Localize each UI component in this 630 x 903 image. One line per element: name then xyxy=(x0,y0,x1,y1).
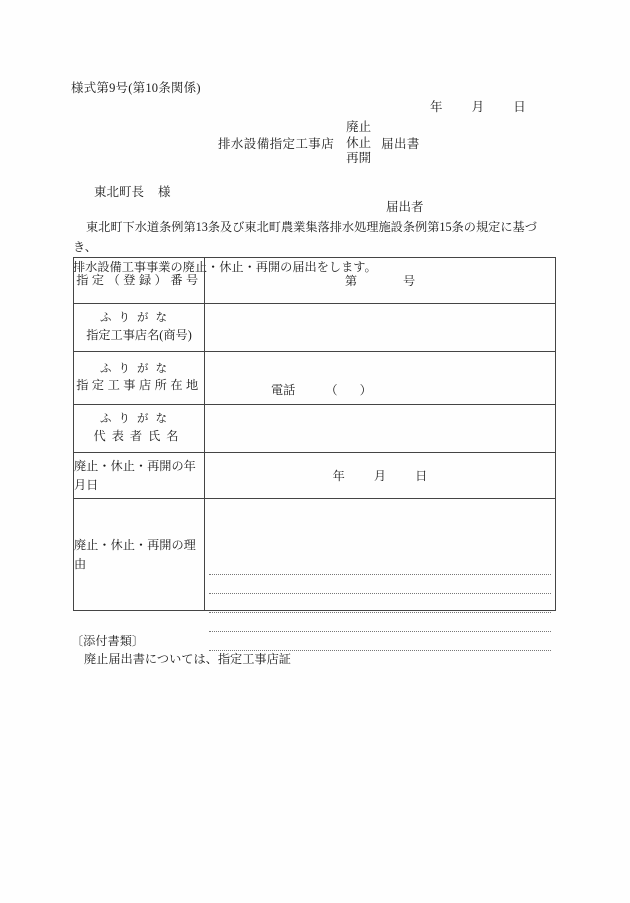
attachments-heading: 〔添付書類〕 xyxy=(71,634,145,648)
title-tail-text: 届出書 xyxy=(381,137,420,152)
notification-form-table xyxy=(73,257,556,611)
value-effective-date[interactable] xyxy=(205,453,556,499)
label-shop-name xyxy=(74,304,205,352)
value-representative-name[interactable] xyxy=(205,405,556,453)
label-representative-name-text: 代表者氏名 xyxy=(93,428,185,443)
label-registration-number: 指定（登録）番号 xyxy=(74,258,205,304)
addressee-name: 東北町長 xyxy=(94,185,145,199)
date-year-label: 年 xyxy=(430,100,443,114)
table-row-effective-date xyxy=(74,453,556,499)
ruled-line xyxy=(209,631,551,632)
label-representative-name xyxy=(74,405,205,453)
label-reason: 廃止・休止・再開の理由 xyxy=(74,499,205,611)
value-reason[interactable] xyxy=(205,499,556,611)
label-shop-name-text: 指定工事店名(商号) xyxy=(86,327,192,342)
addressee-honorific: 様 xyxy=(158,185,171,199)
title-option-kyushi: 休止 xyxy=(346,135,372,150)
submission-date-line xyxy=(430,97,526,115)
telephone-label: 電話 xyxy=(271,383,296,397)
furigana-shop-address: ふりがな xyxy=(100,362,174,375)
table-row-registration-number xyxy=(74,258,556,304)
telephone-paren-close: ） xyxy=(359,383,372,397)
table-row-shop-name xyxy=(74,304,556,352)
effective-date-month: 月 xyxy=(373,469,387,483)
telephone-paren-open: （ xyxy=(325,383,360,397)
value-shop-name[interactable] xyxy=(205,304,556,352)
document-title xyxy=(218,120,420,167)
furigana-representative-name: ふりがな xyxy=(100,413,174,426)
furigana-shop-name: ふりがな xyxy=(100,312,174,325)
telephone-field[interactable] xyxy=(271,381,372,398)
value-shop-address[interactable] xyxy=(205,352,556,405)
effective-date-day: 日 xyxy=(415,469,428,483)
label-shop-address xyxy=(74,352,205,405)
title-option-haishi: 廃止 xyxy=(346,120,372,134)
form-number: 様式第9号(第10条関係) xyxy=(71,81,201,95)
table-row-reason xyxy=(74,499,556,611)
ruled-line xyxy=(209,612,551,613)
value-registration-number[interactable] xyxy=(205,258,556,304)
statement-line-1: 東北町下水道条例第13条及び東北町農業集落排水処理施設条例第15条の規定に基づき、 xyxy=(73,220,537,254)
table-row-representative-name xyxy=(74,405,556,453)
submitter-label: 届出者 xyxy=(386,200,424,214)
date-month-label: 月 xyxy=(471,100,485,114)
title-option-saikai: 再開 xyxy=(346,151,372,166)
statement-line-2: 排水設備工事事業の廃止・休止・再開の届出をします。 xyxy=(73,259,377,274)
label-effective-date: 廃止・休止・再開の年月日 xyxy=(74,453,205,499)
effective-date-year: 年 xyxy=(332,469,345,483)
ruled-line xyxy=(209,574,551,575)
attachment-item: 廃止届出書については、指定工事店証 xyxy=(84,652,291,666)
addressee xyxy=(94,182,171,200)
registration-number-suffix: 号 xyxy=(403,274,416,288)
title-lead-text: 排水設備指定工事店 xyxy=(218,137,335,152)
title-option-stack xyxy=(346,120,371,167)
label-shop-address-text: 指定工事店所在地 xyxy=(76,378,202,393)
ruled-line xyxy=(209,593,551,594)
table-row-shop-address xyxy=(74,352,556,405)
date-day-label: 日 xyxy=(513,100,526,114)
registration-number-prefix: 第 xyxy=(344,274,357,288)
